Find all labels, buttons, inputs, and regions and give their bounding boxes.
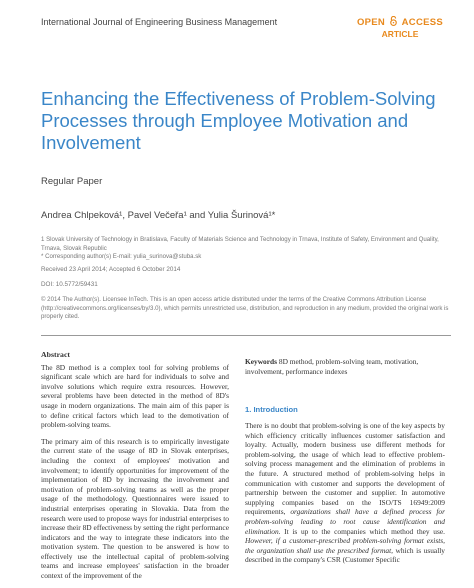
- divider: [41, 335, 451, 336]
- keywords-text: 8D method, problem-solving team, motivation, involvement, performance indexes: [245, 357, 419, 376]
- open-lock-icon: [389, 16, 398, 26]
- intro-text-italic: organizations shall have a defined process for problem-solving leading to root cause identification and elimination.: [245, 507, 445, 536]
- intro-text: It is up to the companies which method they use.: [280, 526, 445, 536]
- introduction-paragraph: [245, 421, 445, 565]
- introduction-heading: 1. Introduction: [245, 405, 298, 414]
- doi: DOI: 10.5772/59431: [41, 281, 98, 288]
- open-access-badge: [352, 16, 448, 39]
- abstract-paragraph-2: The primary aim of this research is to empirically investigate the current state of the usage of 8D in Slovak enterprises, including the context of employees' motivation and involvement; to identify opportunities for improvement of the implementation of 8D by increasing the involvement and motivation of problem-solving teams as well as the proper usage of the methodology. Questionnaires were issued to industrial enterprises operating in Slovakia. Data from the research were used to propose ways for industrial enterprises to increase their 8D effectiveness by setting the right performance indicators and the way to integrate these indicators into the motivation system. The question to be answered is how to effectively use the intellectual capital of problem-solving teams and increase employees' satisfaction in the broader context of the improvement of the: [41, 436, 229, 581]
- paper-type: Regular Paper: [41, 176, 103, 187]
- oa-access-label: ACCESS: [401, 17, 444, 28]
- intro-text-italic: However, if a customer-prescribed problem-solving format exists, the organization shall use the prescribed format,: [245, 536, 445, 555]
- journal-name: International Journal of Engineering Business Management: [41, 17, 278, 27]
- abstract-paragraph-1: The 8D method is a complex tool for solving problems of significant scale which are hard for individuals to solve and involve solutions which require extra resources. However, several problems have been detected in the method of 8D's usage in modern organizations. The main aim of this paper is to define critical factors which lead to the demotivation of problem-solving teams.: [41, 362, 229, 430]
- oa-article-label: ARTICLE: [381, 29, 419, 39]
- affiliation-1: 1 Slovak University of Technology in Bratislava, Faculty of Materials Science and Technology in Trnava, Institute of Safety, Environment and Quality, Trnava, Slovak Republic: [41, 236, 439, 252]
- affiliations: [41, 236, 446, 262]
- received-dates: Received 23 April 2014; Accepted 6 October 2014: [41, 266, 181, 273]
- keywords-label: Keywords: [245, 357, 278, 366]
- keywords: [245, 357, 445, 376]
- oa-open-label: OPEN: [356, 17, 386, 28]
- license-text: © 2014 The Author(s). Licensee InTech. This is an open access article distributed under the terms of the Creative Commons Attribution License (http://creativecommons.org/licenses/by/3.0), which permits unrestricted use, distribution, and reproduction in any medium, provided the original work is properly cited.: [41, 296, 449, 320]
- abstract-heading: Abstract: [41, 350, 71, 359]
- intro-text: which is usually described in the company's CSR (Customer Specific: [245, 545, 445, 565]
- paper-title: Enhancing the Effectiveness of Problem-Solving Processes through Employee Motivation and Involvement: [41, 88, 436, 153]
- corresponding-author: * Corresponding author(s) E-mail: yulia_surinova@stuba.sk: [41, 253, 202, 260]
- authors: Andrea Chlpeková¹, Pavel Večeřa¹ and Yulia Šurinová¹*: [41, 210, 276, 221]
- intro-text: There is no doubt that problem-solving is one of the key aspects by which efficiency critically influences customer satisfaction and loyalty. Actually, modern business use different methods for problem-solving, the usage of which lead to effective problem-solving process management and the elimination of problems in the future. A structured method of problem-solving helps in communication with customer and supports the development of partnership between the customer and supplier. In automotive supplying companies based on the ISO/TS 16949:2009 requirements,: [245, 421, 445, 517]
- abstract-section: [41, 350, 229, 588]
